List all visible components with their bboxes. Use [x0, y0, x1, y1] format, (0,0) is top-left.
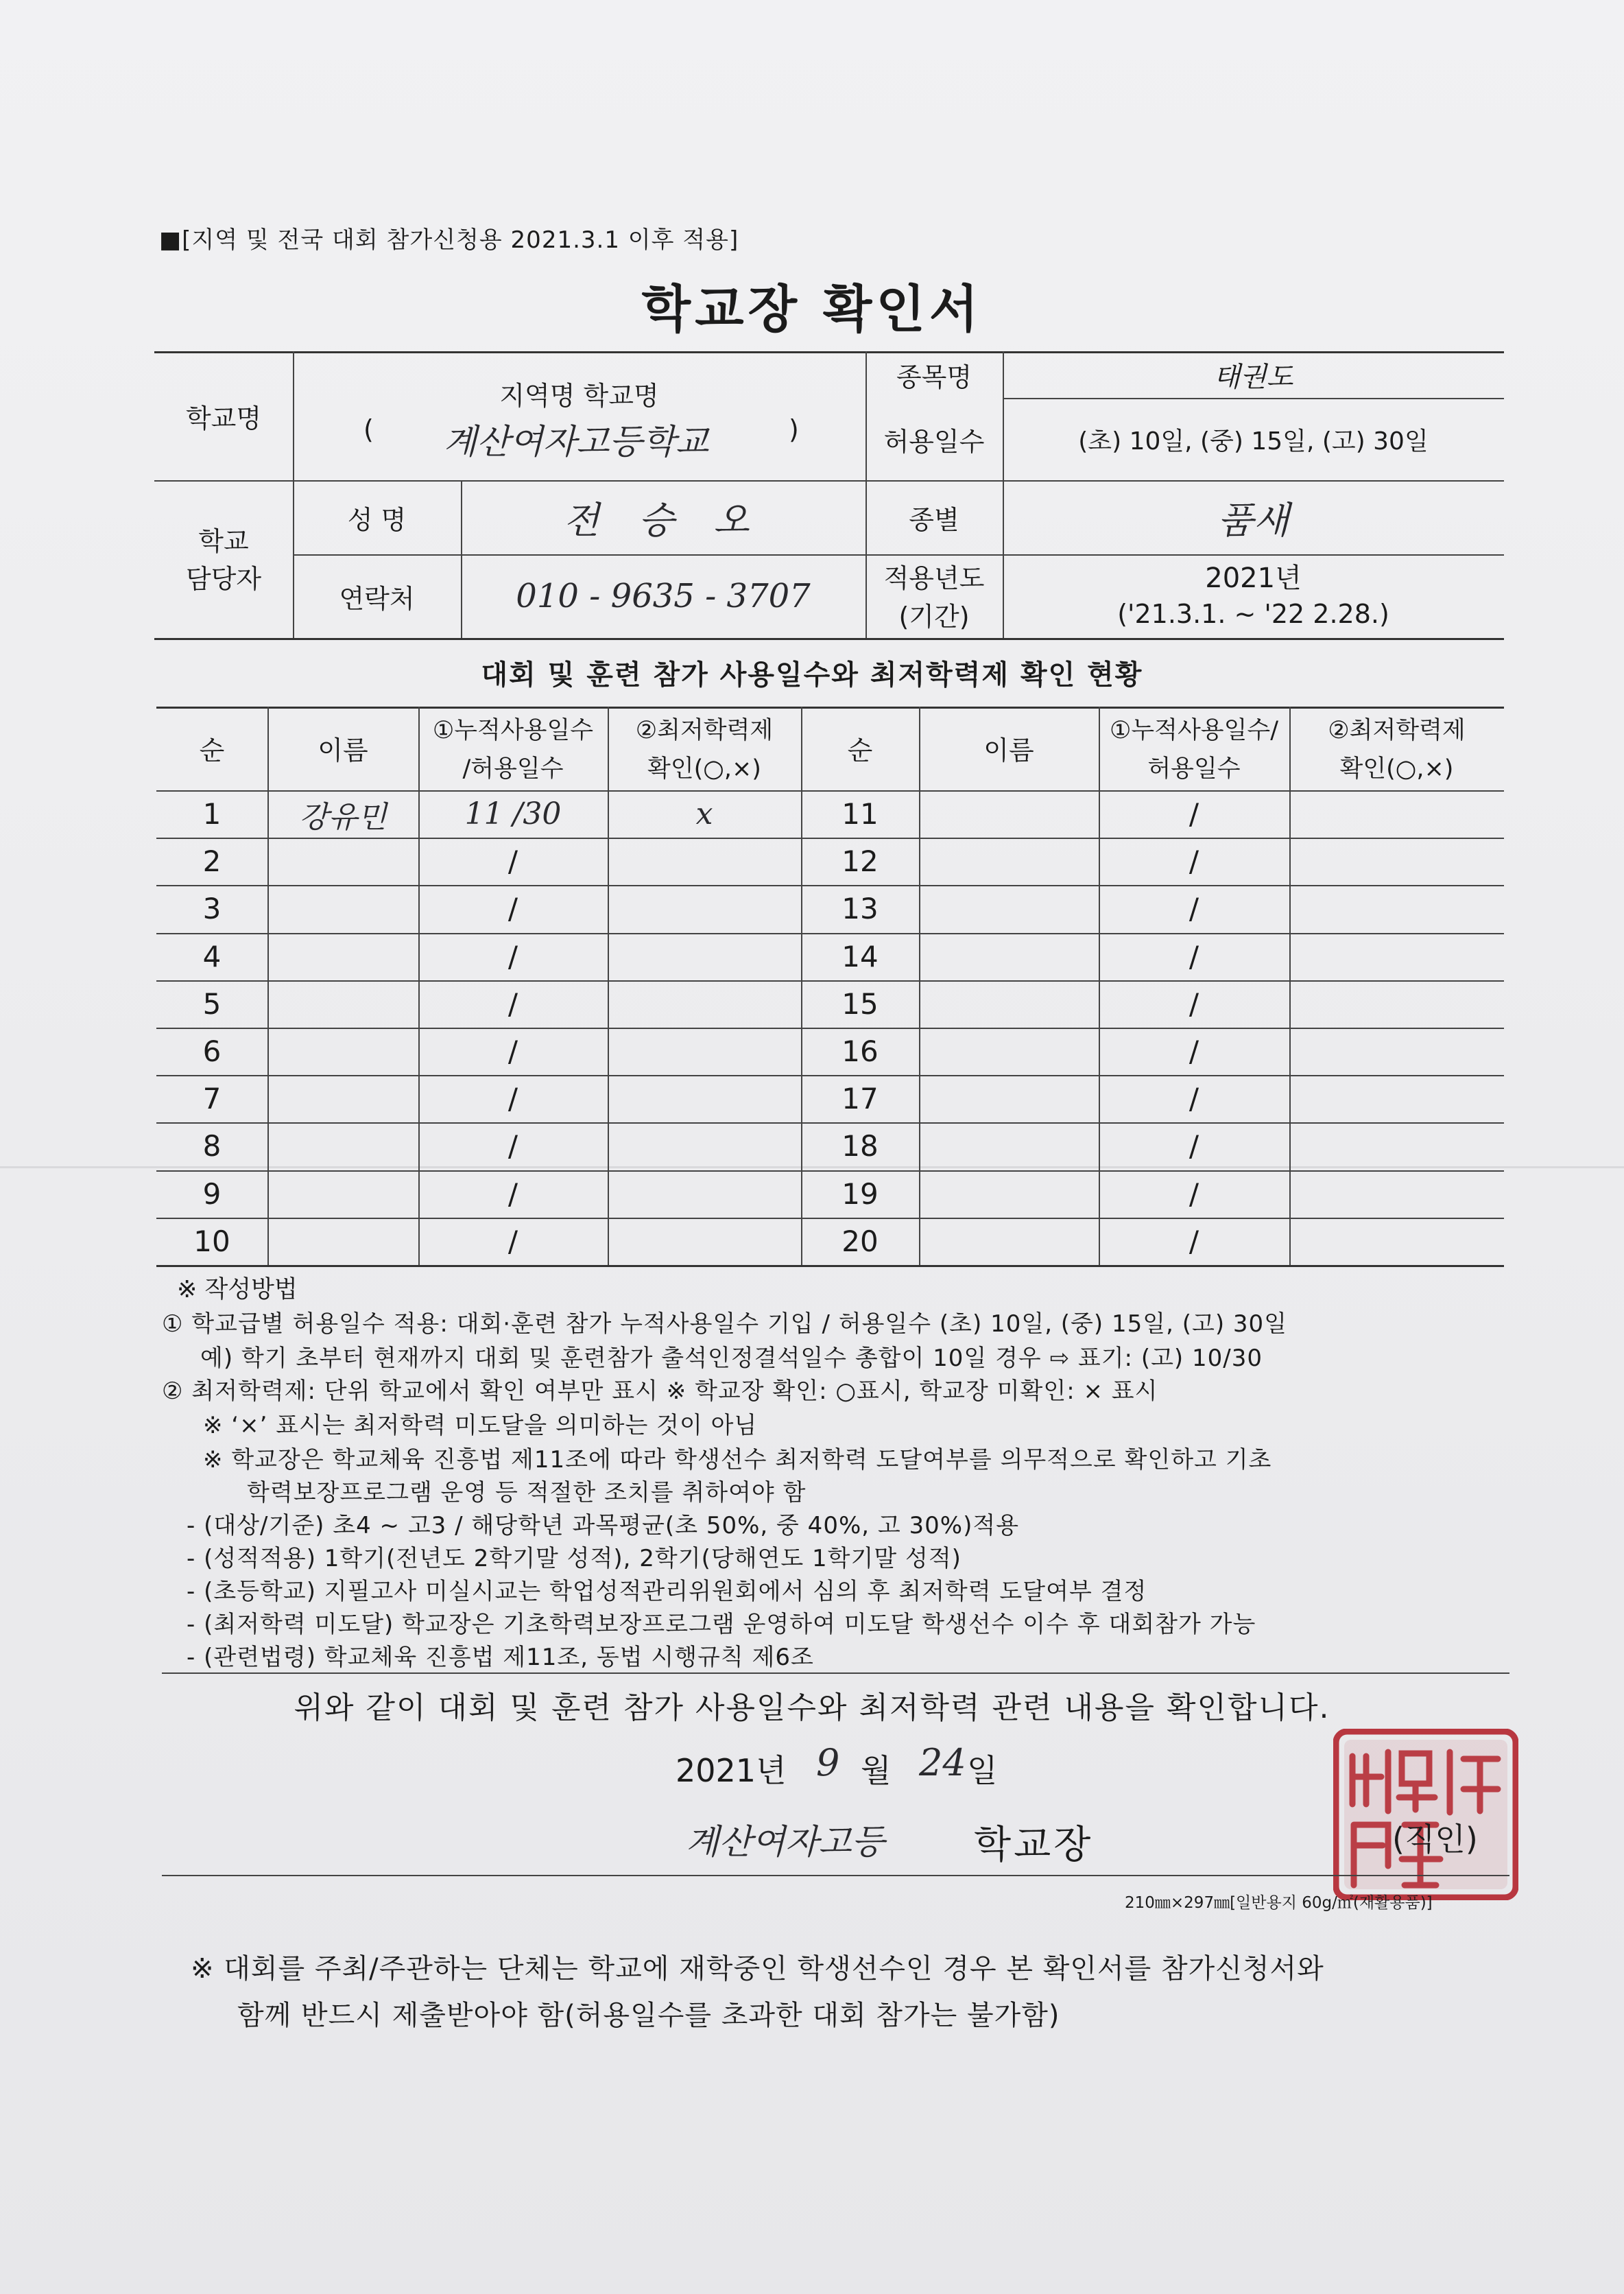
cell-r-min	[1289, 790, 1504, 838]
note-detail-3: - (초등학교) 지필고사 미실시교는 학업성적관리위원회에서 심의 후 최저학력 도달여부 결정	[187, 1578, 1147, 1605]
cell-l-days: 11 /30	[464, 796, 562, 832]
cell-l-name: 강유민	[299, 799, 387, 835]
cell-l-no: 8	[202, 1129, 222, 1163]
date-month-value: 9	[816, 1741, 840, 1784]
contact-value: 010 - 9635 - 3707	[516, 577, 811, 615]
cell-l-days: /	[508, 892, 518, 926]
manager-label-2: 담당자	[185, 563, 262, 594]
footer-note-line1: ※ 대회를 주최/주관하는 단체는 학교에 재학중인 학생선수인 경우 본 확인서를 참가신청서와	[191, 1953, 1324, 1985]
principal-label: 학교장	[974, 1823, 1094, 1867]
cell-l-name	[267, 1075, 418, 1122]
cell-r-no: 17	[841, 1082, 879, 1116]
type-value: 품새	[1217, 498, 1289, 542]
cell-r-name	[919, 1122, 1099, 1170]
header-min-2: 확인(○,×)	[647, 755, 761, 783]
cell-l-days: /	[508, 1129, 518, 1163]
school-name-value: 계산여자고등학교	[443, 422, 709, 462]
cell-l-no: 5	[202, 986, 222, 1021]
year-value: 2021년	[1205, 562, 1302, 594]
cell-l-days: /	[508, 939, 518, 973]
cell-r-days: /	[1189, 1129, 1199, 1163]
table-top-border	[156, 707, 1504, 709]
cell-l-no: 6	[202, 1034, 222, 1069]
cell-l-name	[267, 1028, 418, 1075]
note-2: ② 최저학력제: 단위 학교에서 확인 여부만 표시 ※ 학교장 확인: ○표시, 학교장 미확인: × 표시	[162, 1377, 1158, 1405]
header-days-right-1: ①누적사용일수/	[1109, 717, 1279, 744]
cell-r-min	[1289, 1170, 1504, 1218]
header-days-1: ①누적사용일수	[432, 717, 594, 744]
allowed-days-value: (초) 10일, (중) 15일, (고) 30일	[1078, 427, 1429, 456]
school-handwritten: 계산여자고등	[686, 1822, 885, 1862]
paren-open: (	[363, 414, 374, 445]
name-label: 성 명	[347, 504, 407, 535]
cell-r-name	[919, 1170, 1099, 1218]
year-label-1: 적용년도	[883, 563, 985, 593]
cell-r-no: 16	[841, 1034, 879, 1069]
date-day-unit: 일	[967, 1752, 998, 1789]
note-1a: ① 학교급별 허용일수 적용: 대회·훈련 참가 누적사용일수 기입 / 허용일수 (초) 10일, (중) 15일, (고) 30일	[162, 1310, 1287, 1338]
cell-r-min	[1289, 980, 1504, 1028]
note-4a: ※ 학교장은 학교체육 진흥법 제11조에 따라 학생선수 최저학력 도달여부를 의무적으로 확인하고 기초	[203, 1446, 1272, 1474]
cell-l-min	[608, 1028, 801, 1075]
header-days-2: /허용일수	[462, 755, 564, 783]
cell-r-days: /	[1189, 1224, 1199, 1258]
document-title: 학교장 확인서	[641, 280, 983, 339]
cell-l-days: /	[508, 986, 518, 1021]
cell-l-no: 1	[202, 797, 222, 831]
note-detail-4: - (최저학력 미도달) 학교장은 기초학력보장프로그램 운영하여 미도달 학생선수 이수 후 대회참가 가능	[187, 1611, 1256, 1638]
table-bottom-border	[156, 1265, 1504, 1267]
signature-divider	[162, 1875, 1509, 1876]
header-name: 이름	[318, 735, 368, 766]
cell-r-days: /	[1189, 892, 1199, 926]
cell-r-min	[1289, 1028, 1504, 1075]
cell-l-name	[267, 1218, 418, 1265]
header-name-right: 이름	[983, 735, 1034, 766]
contact-label: 연락처	[339, 583, 415, 614]
cell-l-min	[608, 1218, 801, 1265]
cell-l-no: 2	[202, 844, 222, 879]
info-bottom-border	[154, 638, 1504, 640]
header-min-right-2: 확인(○,×)	[1339, 755, 1454, 783]
cell-r-name	[919, 933, 1099, 980]
cell-l-no: 4	[202, 939, 222, 973]
cell-l-min	[608, 1122, 801, 1170]
paren-close: )	[789, 414, 799, 445]
cell-l-days: /	[508, 1034, 518, 1069]
cell-r-min	[1289, 885, 1504, 932]
paper-spec: 210㎜×297㎜[일반용지 60g/㎡(재활용품)]	[1125, 1894, 1433, 1912]
sport-label: 종목명	[896, 362, 972, 392]
notes-heading: ※ 작성방법	[177, 1276, 298, 1303]
date-day-value: 24	[919, 1741, 966, 1784]
year-label-2: (기간)	[898, 601, 970, 632]
category-note: ■[지역 및 전국 대회 참가신청용 2021.3.1 이후 적용]	[159, 226, 739, 254]
cell-r-days: /	[1189, 939, 1199, 973]
cell-l-days: /	[508, 1082, 518, 1116]
cell-r-no: 14	[841, 939, 879, 973]
cell-l-min	[608, 933, 801, 980]
cell-r-name	[919, 1218, 1099, 1265]
cell-r-no: 18	[841, 1129, 879, 1163]
cell-l-no: 9	[202, 1176, 222, 1211]
cell-r-min	[1289, 1075, 1504, 1122]
cell-r-days: /	[1189, 797, 1199, 831]
cell-l-min: x	[695, 796, 713, 832]
cell-r-name	[919, 838, 1099, 885]
cell-l-no: 3	[202, 892, 222, 926]
note-detail-1: - (대상/기준) 초4 ~ 고3 / 해당학년 과목평균(초 50%, 중 40%, 고 30%)적용	[187, 1512, 1020, 1539]
cell-r-name	[919, 1075, 1099, 1122]
cell-r-no: 13	[841, 892, 879, 926]
cell-l-days: /	[508, 1224, 518, 1258]
note-4b: 학력보장프로그램 운영 등 적절한 조치를 취하여야 함	[247, 1479, 807, 1506]
cell-r-no: 12	[841, 844, 879, 879]
notes-divider	[162, 1672, 1509, 1674]
cell-l-min	[608, 1075, 801, 1122]
status-table-title: 대회 및 훈련 참가 사용일수와 최저학력제 확인 현황	[481, 659, 1143, 691]
cell-l-name	[267, 980, 418, 1028]
cell-l-name	[267, 1170, 418, 1218]
cell-r-min	[1289, 1122, 1504, 1170]
seal-label: (직인)	[1392, 1821, 1478, 1858]
cell-r-no: 20	[841, 1224, 879, 1258]
header-days-right-2: 허용일수	[1147, 755, 1241, 783]
cell-l-name	[267, 838, 418, 885]
type-label: 종별	[909, 504, 959, 535]
header-min-right-1: ②최저학력제	[1328, 717, 1466, 744]
date-year: 2021년	[676, 1752, 787, 1789]
cell-l-name	[267, 1122, 418, 1170]
note-1b: 예) 학기 초부터 현재까지 대회 및 훈련참가 출석인정결석일수 총합이 10일 경우 ⇨ 표기: (고) 10/30	[200, 1345, 1263, 1372]
cell-l-min	[608, 838, 801, 885]
cell-r-min	[1289, 838, 1504, 885]
school-name-label: 학교명	[185, 403, 262, 434]
date-month-unit: 월	[861, 1752, 892, 1789]
period-value: ('21.3.1. ~ '22 2.28.)	[1117, 599, 1389, 629]
note-3: ※ ‘×’ 표시는 최저학력 미도달을 의미하는 것이 아님	[203, 1412, 758, 1439]
cell-r-name	[919, 980, 1099, 1028]
cell-l-min	[608, 1170, 801, 1218]
cell-l-min	[608, 980, 801, 1028]
cell-l-no: 10	[193, 1224, 230, 1258]
cell-r-days: /	[1189, 1082, 1199, 1116]
region-school-label: 지역명 학교명	[499, 380, 659, 411]
cell-r-min	[1289, 1218, 1504, 1265]
note-detail-2: - (성적적용) 1학기(전년도 2학기말 성적), 2학기(당해연도 1학기말 성적)	[187, 1545, 962, 1572]
cell-r-no: 11	[841, 797, 879, 831]
cell-r-min	[1289, 933, 1504, 980]
cell-l-name	[267, 885, 418, 932]
cell-l-no: 7	[202, 1082, 222, 1116]
cell-r-name	[919, 790, 1099, 838]
sport-value: 태권도	[1213, 361, 1293, 393]
cell-r-days: /	[1189, 1034, 1199, 1069]
cell-l-days: /	[508, 844, 518, 879]
cell-r-name	[919, 1028, 1099, 1075]
cell-r-days: /	[1189, 1176, 1199, 1211]
cell-l-days: /	[508, 1176, 518, 1211]
cell-r-days: /	[1189, 986, 1199, 1021]
footer-note-line2: 함께 반드시 제출받아야 함(허용일수를 초과한 대회 참가는 불가함)	[237, 2000, 1060, 2031]
cell-l-min	[608, 885, 801, 932]
header-no: 순	[199, 735, 225, 766]
cell-r-days: /	[1189, 844, 1199, 879]
header-min-1: ②최저학력제	[635, 717, 774, 744]
cell-l-name	[267, 933, 418, 980]
manager-label-1: 학교	[198, 525, 249, 556]
allowed-days-label: 허용일수	[883, 426, 985, 457]
cell-r-no: 15	[841, 986, 879, 1021]
note-detail-5: - (관련법령) 학교체육 진흥법 제11조, 동법 시행규칙 제6조	[187, 1644, 814, 1671]
name-value: 전 승 오	[563, 498, 763, 542]
cell-r-no: 19	[841, 1176, 879, 1211]
header-no-right: 순	[847, 735, 873, 766]
cell-r-name	[919, 885, 1099, 932]
confirmation-statement: 위와 같이 대회 및 훈련 참가 사용일수와 최저학력 관련 내용을 확인합니다.	[294, 1690, 1330, 1725]
